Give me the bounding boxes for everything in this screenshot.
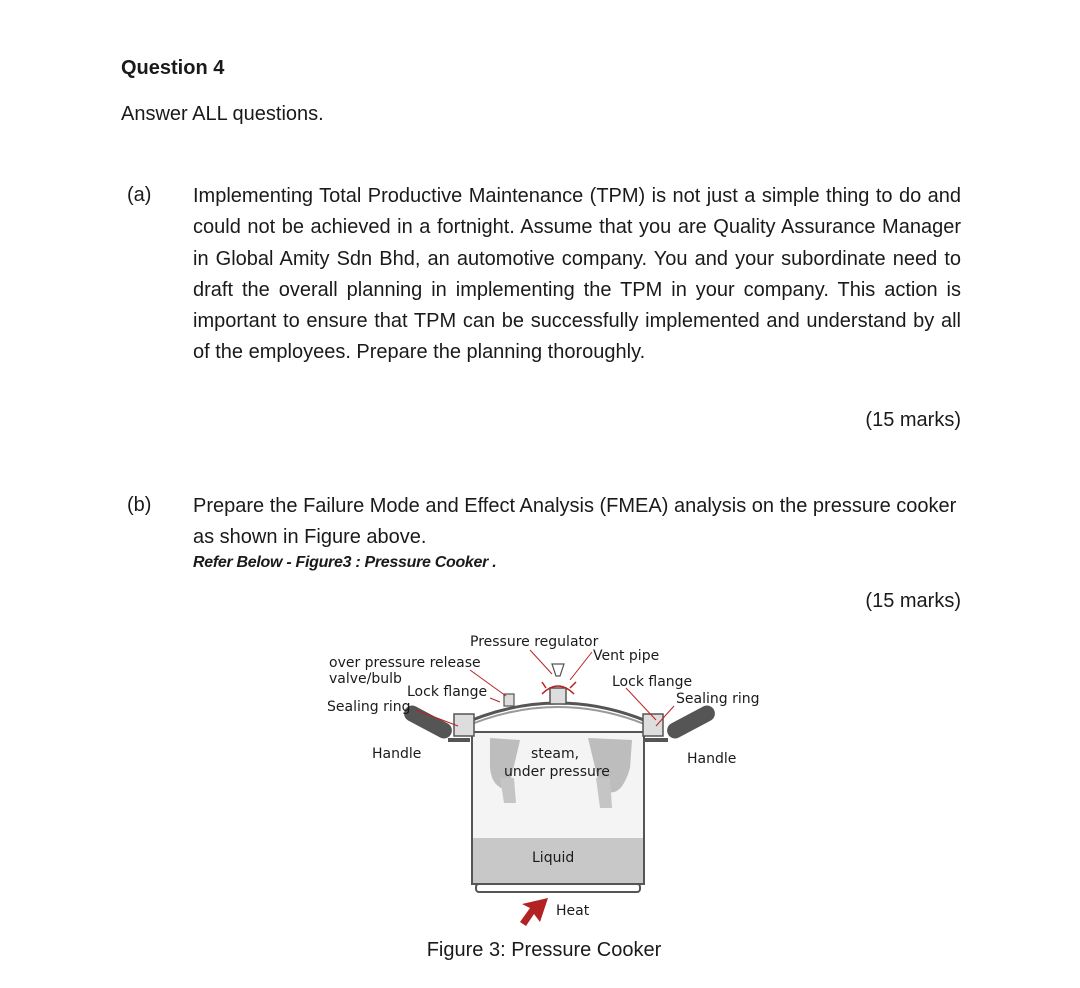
label-handle-right: Handle [687, 751, 737, 767]
label-pressure-regulator: Pressure regulator [470, 634, 599, 650]
part-b-label: (b) [127, 494, 152, 516]
label-sealing-ring-right: Sealing ring [676, 691, 760, 707]
label-steam-1: steam, [531, 746, 580, 762]
label-vent-pipe: Vent pipe [593, 648, 660, 664]
label-steam-2: under pressure [504, 764, 610, 780]
figure-caption: Figure 3: Pressure Cooker [426, 939, 662, 961]
part-a-marks: (15 marks) [865, 409, 961, 431]
part-b-text: Prepare the Failure Mode and Effect Analysis (FMEA) analysis on the pressure cooker as shown in Figure above. [193, 495, 957, 549]
label-lock-flange-left: Lock flange [407, 684, 488, 700]
label-lock-flange-right: Lock flange [612, 674, 693, 690]
part-b-marks: (15 marks) [865, 590, 961, 612]
pressure-cooker-diagram [320, 628, 780, 928]
label-sealing-ring-left: Sealing ring [327, 699, 411, 715]
part-a-text: Implementing Total Productive Maintenance (TPM) is not just a simple thing to do and could not be achieved in a fortnight. Assume that you are Quality Assurance Manager in Global Amity Sdn Bhd, an automotive company. You and your subordinate need to draft the overall planning in implementing the TPM in your company. This action is important to ensure that TPM can be successfully implemented and understand by all of the employees. Prepare the planning thoroughly. [193, 185, 961, 364]
heat-arrow-icon [520, 898, 548, 926]
label-heat: Heat [556, 903, 590, 919]
label-over-pressure-1: over pressure release [329, 655, 481, 671]
figure-reference: Refer Below - Figure3 : Pressure Cooker . [193, 554, 497, 571]
question-instruction: Answer ALL questions. [121, 103, 324, 125]
label-handle-left: Handle [372, 746, 422, 762]
part-a-label: (a) [127, 184, 152, 206]
label-liquid: Liquid [532, 850, 575, 866]
question-title: Question 4 [121, 57, 225, 79]
label-over-pressure-2: valve/bulb [329, 671, 402, 687]
